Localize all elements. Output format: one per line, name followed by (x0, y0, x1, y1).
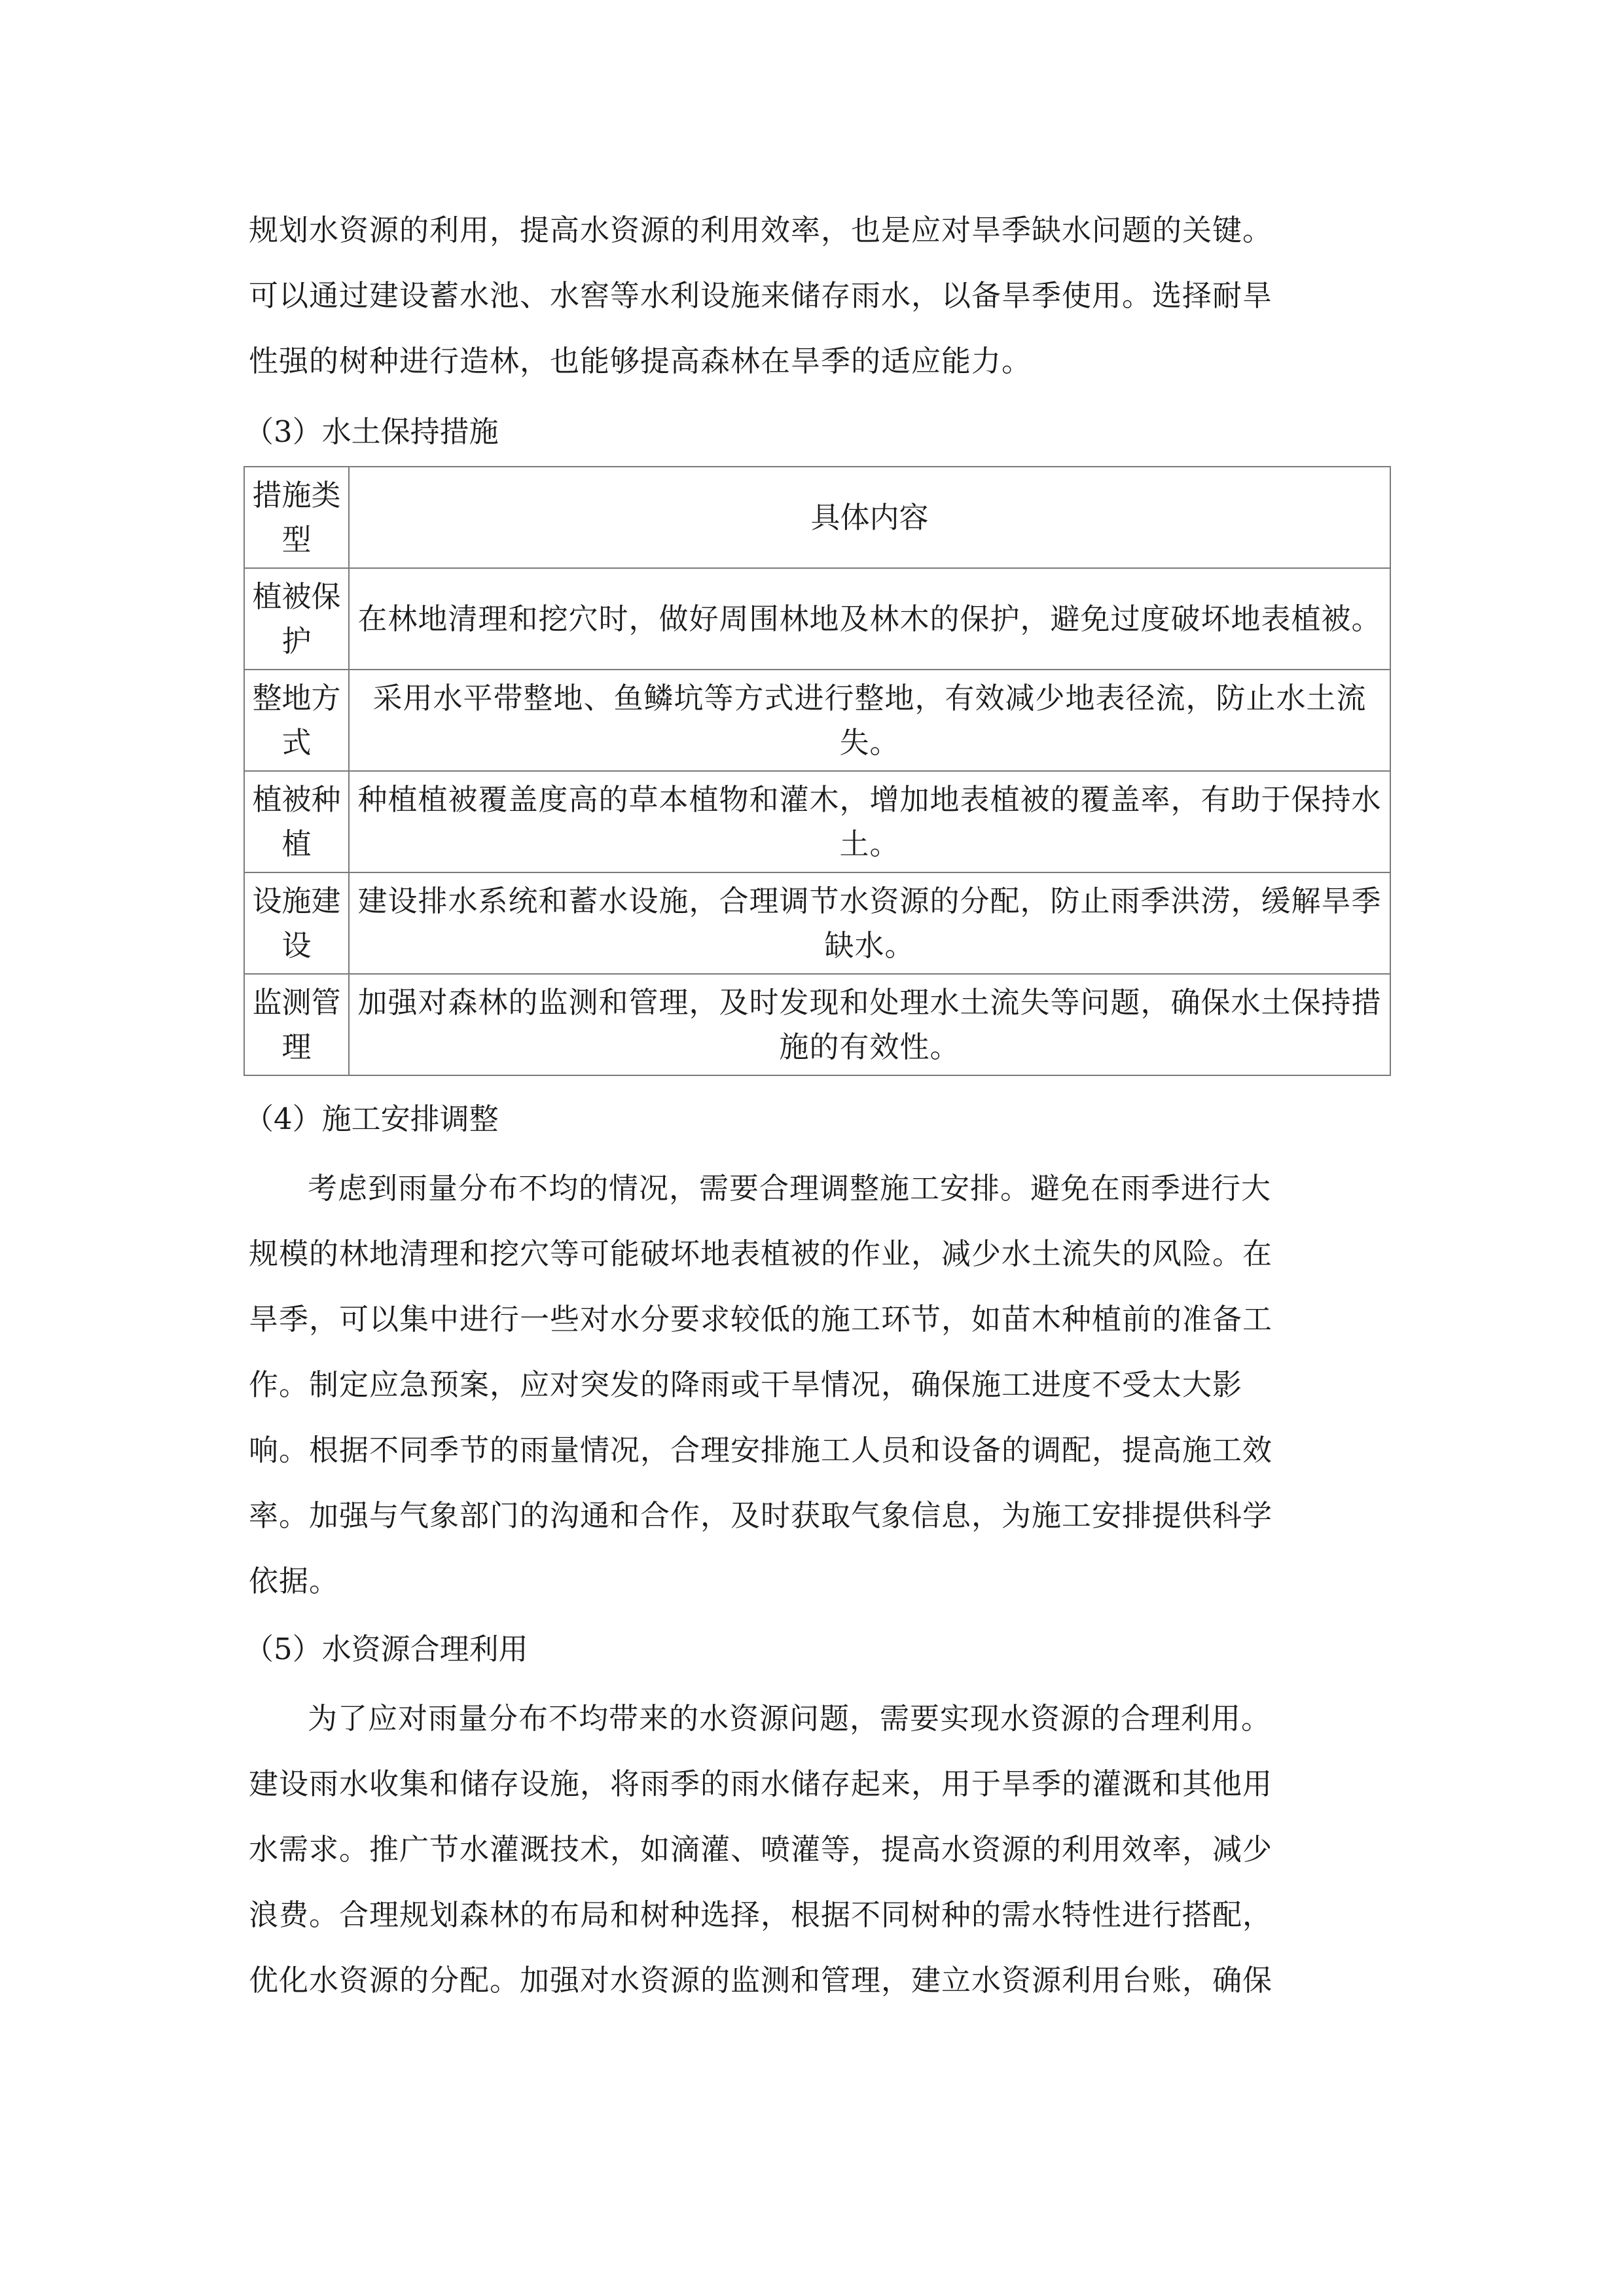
measure-content: 采用水平带整地、鱼鳞坑等方式进行整地，有效减少地表径流，防止水土流失。 (349, 670, 1390, 771)
paragraph-line: 旱季，可以集中进行一些对水分要求较低的施工环节，如苗木种植前的准备工 (249, 1302, 1273, 1336)
soil-conservation-table (244, 466, 1391, 1076)
measure-type: 植被种植 (244, 771, 349, 872)
paragraph-line: 水需求。推广节水灌溉技术，如滴灌、喷灌等，提高水资源的利用效率，减少 (249, 1832, 1273, 1867)
table-row (244, 872, 1390, 974)
paragraph-line: 响。根据不同季节的雨量情况，合理安排施工人员和设备的调配，提高施工效 (249, 1433, 1273, 1467)
paragraph-line: 规模的林地清理和挖穴等可能破坏地表植被的作业，减少水土流失的风险。在 (249, 1236, 1273, 1271)
paragraph-line: 考虑到雨量分布不均的情况，需要合理调整施工安排。避免在雨季进行大 (308, 1171, 1272, 1206)
table-row (244, 974, 1390, 1075)
measure-content: 建设排水系统和蓄水设施，合理调节水资源的分配，防止雨季洪涝，缓解旱季缺水。 (349, 872, 1390, 974)
measure-content: 在林地清理和挖穴时，做好周围林地及林木的保护，避免过度破坏地表植被。 (349, 568, 1390, 670)
measure-type: 植被保护 (244, 568, 349, 670)
paragraph-line: 率。加强与气象部门的沟通和合作，及时获取气象信息，为施工安排提供科学 (249, 1498, 1273, 1533)
intro-line: 规划水资源的利用，提高水资源的利用效率，也是应对旱季缺水问题的关键。 (249, 213, 1273, 247)
table-row (244, 771, 1390, 872)
paragraph-line: 为了应对雨量分布不均带来的水资源问题，需要实现水资源的合理利用。 (308, 1701, 1272, 1736)
measure-type: 监测管理 (244, 974, 349, 1075)
table-row (244, 670, 1390, 771)
table-row (244, 568, 1390, 670)
paragraph-line: 依据。 (249, 1564, 340, 1598)
paragraph-line: 作。制定应急预案，应对突发的降雨或干旱情况，确保施工进度不受太大影 (249, 1367, 1243, 1402)
section-4-heading: （4）施工安排调整 (244, 1102, 499, 1136)
paragraph-line: 优化水资源的分配。加强对水资源的监测和管理，建立水资源利用台账，确保 (249, 1963, 1273, 1998)
measure-type: 整地方式 (244, 670, 349, 771)
table-header-content: 具体内容 (349, 467, 1390, 568)
paragraph-line: 浪费。合理规划森林的布局和树种选择，根据不同树种的需水特性进行搭配， (249, 1897, 1273, 1932)
table-header-type: 措施类型 (244, 467, 349, 568)
section-3-heading: （3）水土保持措施 (244, 414, 499, 449)
measure-content: 加强对森林的监测和管理，及时发现和处理水土流失等问题，确保水土保持措施的有效性。 (349, 974, 1390, 1075)
paragraph-line: 建设雨水收集和储存设施，将雨季的雨水储存起来，用于旱季的灌溉和其他用 (249, 1767, 1273, 1801)
measure-content: 种植植被覆盖度高的草本植物和灌木，增加地表植被的覆盖率，有助于保持水土。 (349, 771, 1390, 872)
table-header-row (244, 467, 1390, 568)
measure-type: 设施建设 (244, 872, 349, 974)
intro-line: 性强的树种进行造林，也能够提高森林在旱季的适应能力。 (249, 344, 1032, 378)
intro-line: 可以通过建设蓄水池、水窖等水利设施来储存雨水，以备旱季使用。选择耐旱 (249, 278, 1273, 313)
section-5-heading: （5）水资源合理利用 (244, 1632, 528, 1666)
